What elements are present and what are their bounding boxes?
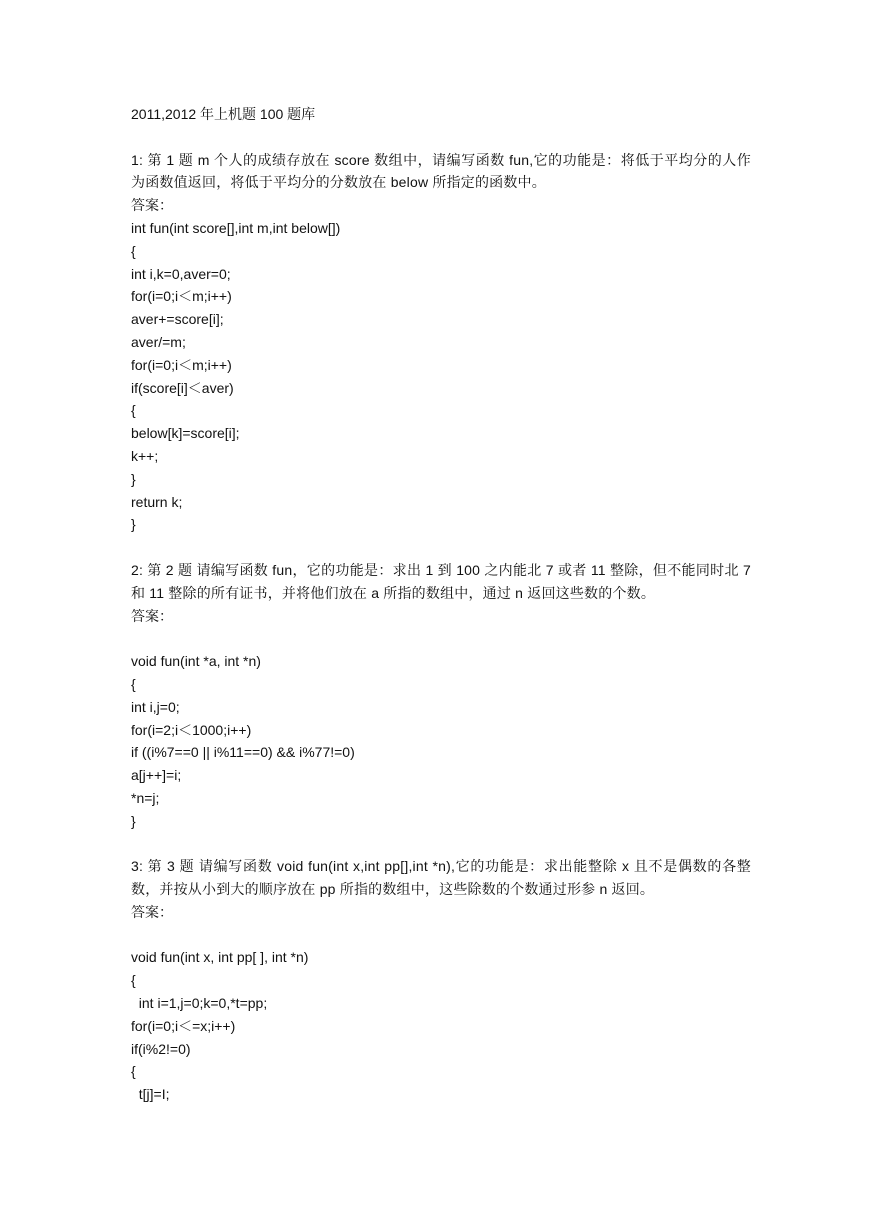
code-line: *n=j; [131, 789, 160, 806]
code-line: k++; [131, 447, 159, 464]
document-content [131, 103, 751, 1106]
code-line: if(i%2!=0) [131, 1040, 191, 1057]
answer-3-label: 答案： [131, 903, 173, 920]
code-line: } [131, 516, 136, 533]
code-line: int i,k=0,aver=0; [131, 265, 231, 282]
code-line: { [131, 972, 136, 989]
code-line: t[j]=I; [131, 1086, 170, 1103]
code-line: for(i=0;i＜m;i++) [131, 288, 232, 305]
code-line: for(i=0;i＜m;i++) [131, 356, 232, 373]
answer-2-label: 答案： [131, 607, 173, 624]
code-line: void fun(int x, int pp[ ], int *n) [131, 949, 309, 966]
answer-3-code [131, 946, 751, 1106]
question-2-text: 2: 第 2 题 请编写函数 fun，它的功能是：求出 1 到 100 之内能北 7 或者 11 整除，但不能同时北 7 和 11 整除的所有证书，并将他们放在 a 所指的数组中，通过 n 返回这些数的个数。 [131, 561, 751, 601]
code-line: if(score[i]＜aver) [131, 379, 234, 396]
code-line: int fun(int score[],int m,int below[]) [131, 219, 341, 236]
code-line: for(i=2;i＜1000;i++) [131, 721, 252, 738]
question-3-text: 3: 第 3 题 请编写函数 void fun(int x,int pp[],int *n),它的功能是：求出能整除 x 且不是偶数的各整数，并按从小到大的顺序放在 pp 所指的数组中，这些除数的个数通过形参 n 返回。 [131, 858, 751, 898]
code-line: } [131, 812, 136, 829]
code-line: aver+=score[i]; [131, 311, 224, 328]
code-line: } [131, 470, 136, 487]
code-line: for(i=0;i＜=x;i++) [131, 1017, 236, 1034]
code-line: void fun(int *a, int *n) [131, 653, 261, 670]
code-line: a[j++]=i; [131, 767, 182, 784]
code-line: aver/=m; [131, 333, 186, 350]
code-line: { [131, 675, 136, 692]
question-1-text: 1: 第 1 题 m 个人的成绩存放在 score 数组中，请编写函数 fun,它的功能是：将低于平均分的人作为函数值返回，将低于平均分的分数放在 below 所指定的函数中。 [131, 151, 751, 191]
code-line: below[k]=score[i]; [131, 425, 240, 442]
answer-1-label: 答案： [131, 197, 173, 214]
code-line: int i,j=0; [131, 698, 180, 715]
code-line: { [131, 1063, 136, 1080]
code-line: { [131, 402, 136, 419]
code-line: return k; [131, 493, 183, 510]
answer-2-code [131, 650, 751, 832]
answer-1-code [131, 217, 751, 536]
code-line: if ((i%7==0 || i%11==0) && i%77!=0) [131, 744, 355, 761]
document-title: 2011,2012 年上机题 100 题库 [131, 106, 316, 122]
code-line: int i=1,j=0;k=0,*t=pp; [131, 995, 268, 1012]
code-line: { [131, 242, 136, 259]
